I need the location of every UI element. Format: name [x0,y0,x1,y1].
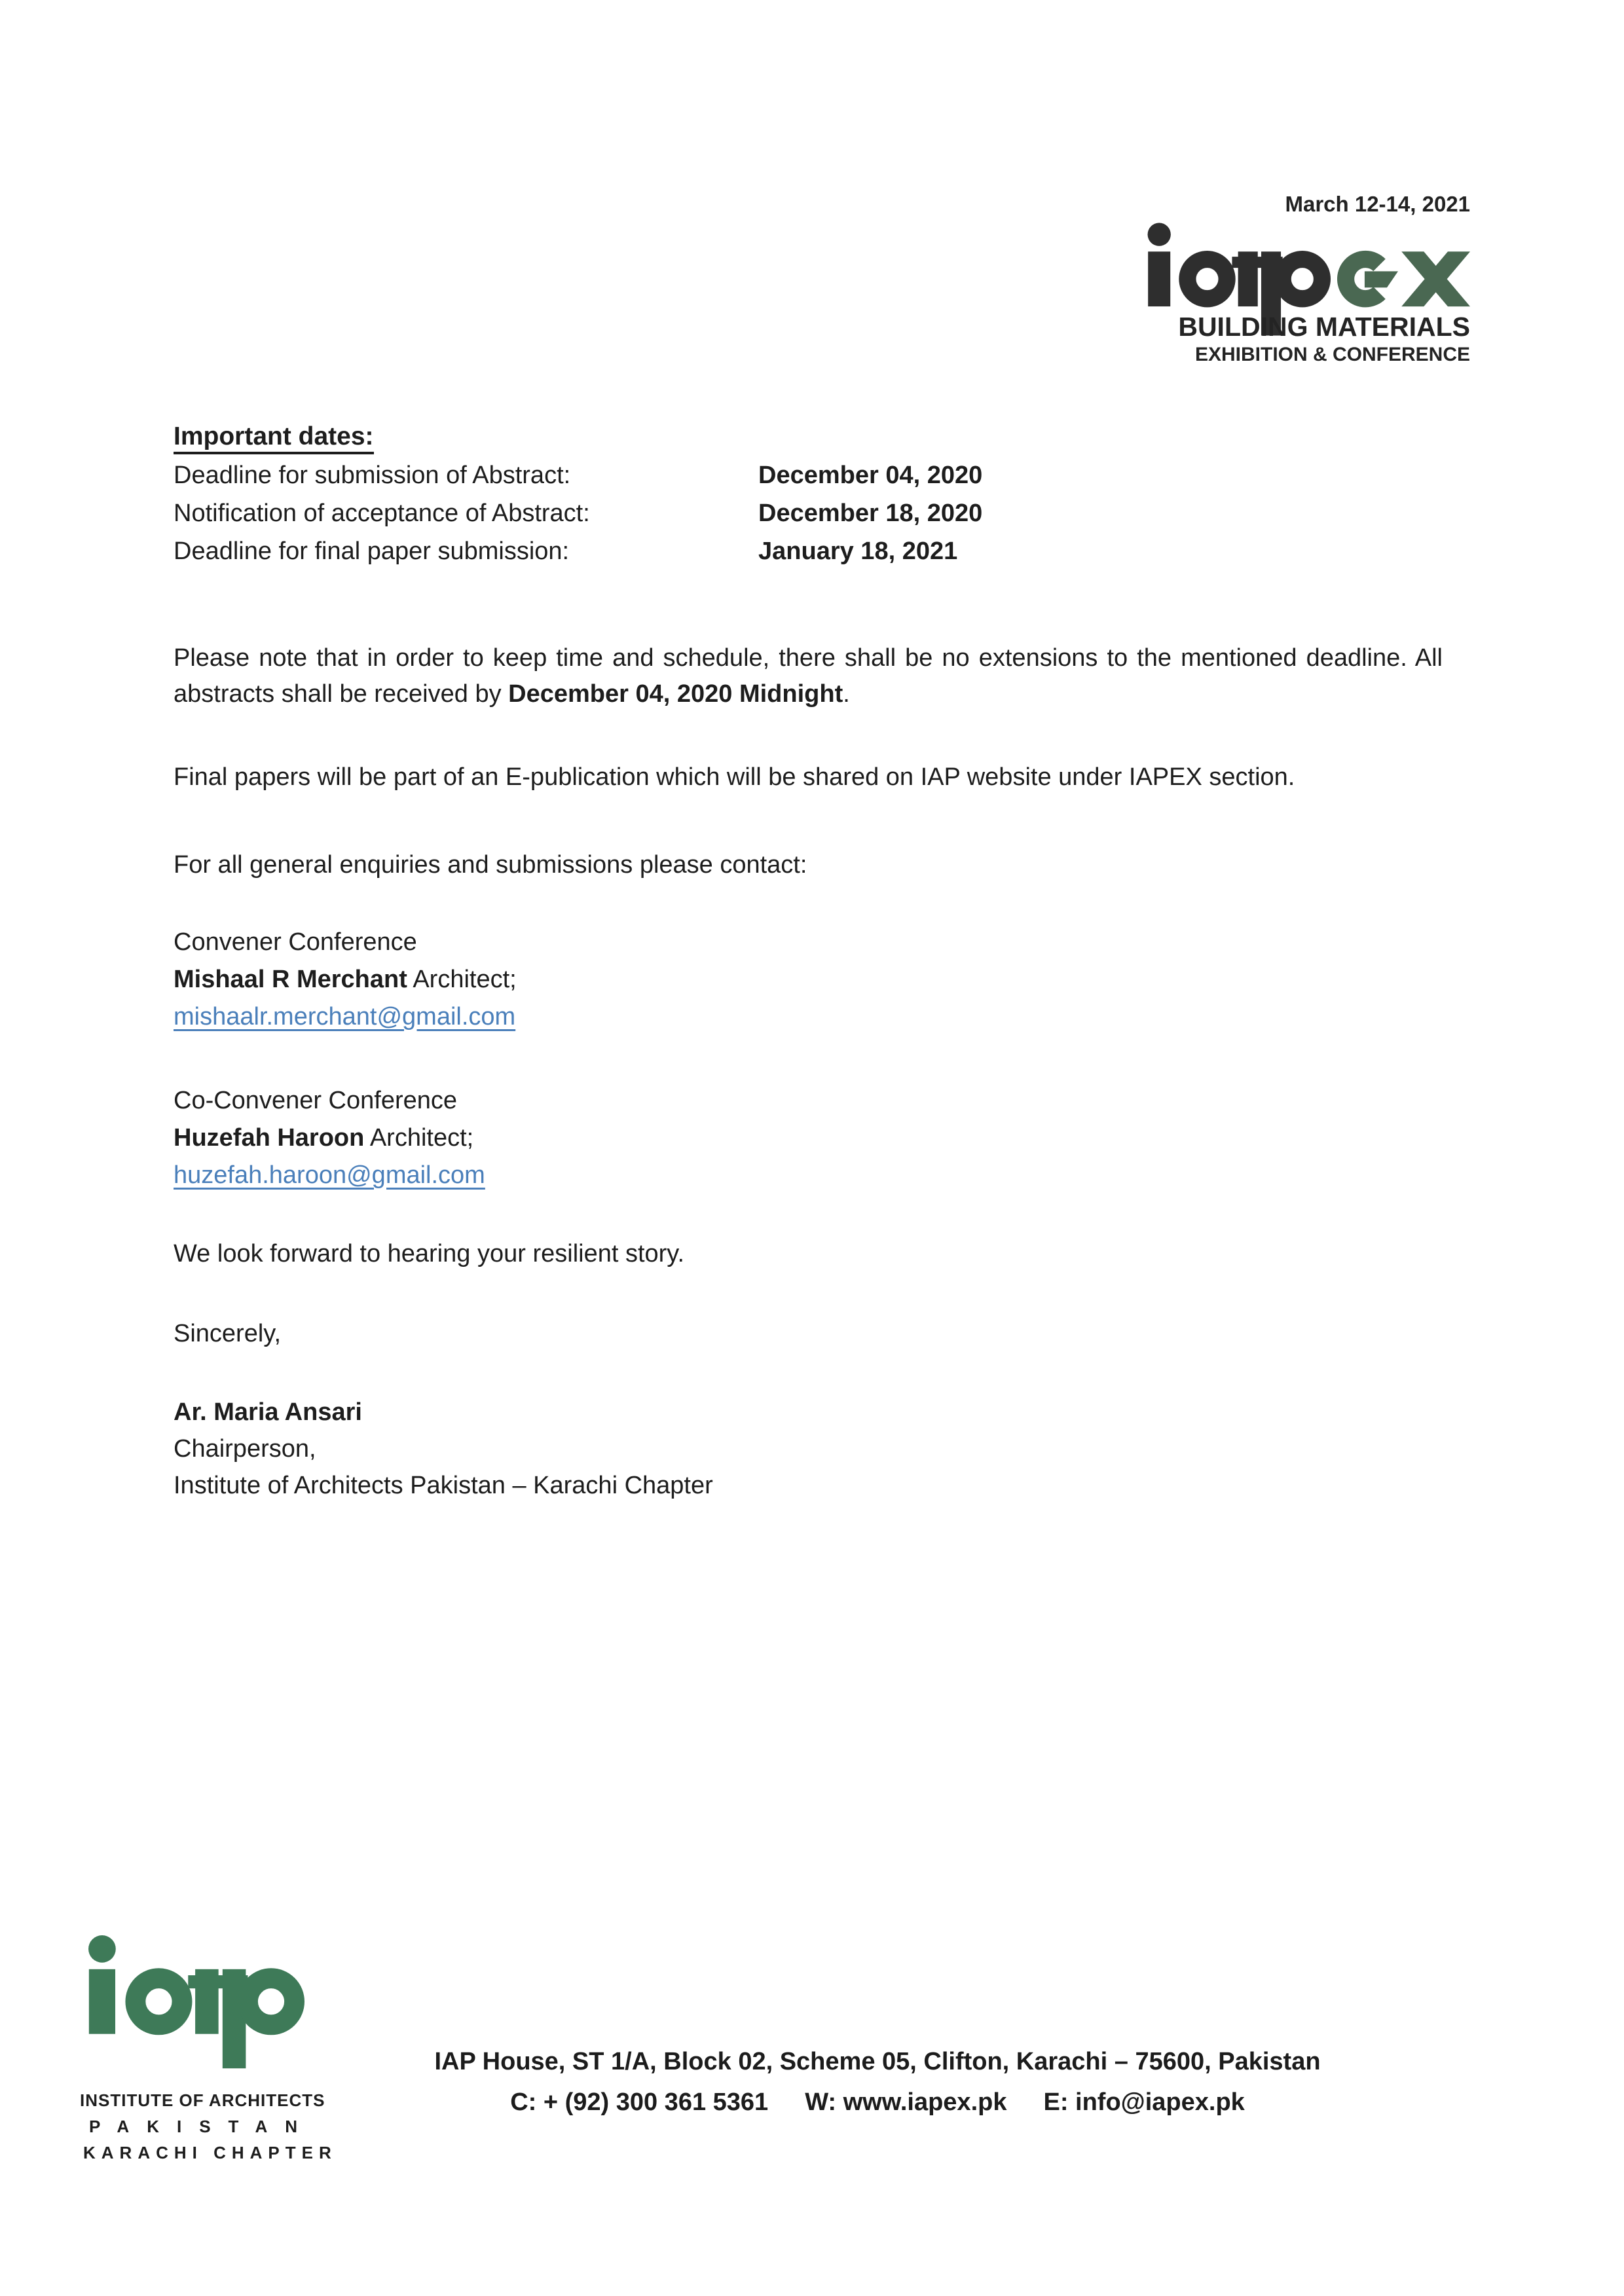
signatory-organization: Institute of Architects Pakistan – Karachi Chapter [174,1472,713,1499]
contact-title: Architect; [407,966,517,993]
footer-contact-line [367,2082,1388,2123]
table-row [174,500,982,538]
footer-website[interactable]: W: www.iapex.pk [805,2088,1007,2116]
iap-logo-icon [82,1933,304,2069]
contact-intro-line: For all general enquiries and submissions please contact: [174,851,807,879]
contact-title: Architect; [364,1124,474,1152]
date-value: December 18, 2020 [758,500,983,527]
contact-name-line [174,966,517,1003]
date-value: December 04, 2020 [758,462,983,489]
important-dates-section [174,422,982,575]
convener-contact-block [174,928,517,1040]
contact-email-line [174,1003,517,1040]
important-dates-heading-text: Important dates: [174,422,374,454]
event-date: March 12-14, 2021 [1285,192,1470,216]
contact-name: Huzefah Haroon [174,1124,365,1152]
signatory-role: Chairperson, [174,1435,316,1463]
signatory-name: Ar. Maria Ansari [174,1398,362,1426]
important-dates-heading [174,422,982,451]
co-convener-contact-block [174,1087,485,1199]
contact-name: Mishaal R Merchant [174,966,407,993]
institute-country-line: PAKISTAN [89,2117,316,2136]
table-row [174,462,982,500]
institute-chapter-line: KARACHI CHAPTER [83,2143,337,2162]
deadline-note-paragraph [174,640,1443,712]
footer-phone: C: + (92) 300 361 5361 [510,2088,769,2116]
date-label: Deadline for submission of Abstract: [174,462,571,489]
note-period: . [843,680,850,708]
epublication-paragraph: Final papers will be part of an E-publication which will be shared on IAP website under IAPEX section. [174,763,1295,791]
note-text: Please note that in order to keep time and schedule, there shall be no extensions to the mentioned deadline. All abstracts shall be received by [174,644,1443,708]
contact-role: Co-Convener Conference [174,1087,458,1114]
note-deadline-bold: December 04, 2020 Midnight [508,680,843,708]
date-value: January 18, 2021 [758,538,958,565]
contact-email-line [174,1161,485,1199]
date-label: Deadline for final paper submission: [174,538,570,565]
footer-street-address: IAP House, ST 1/A, Block 02, Scheme 05, Clifton, Karachi – 75600, Pakistan [434,2048,1321,2075]
signature-block [174,1398,713,1508]
contact-role: Convener Conference [174,928,417,956]
sincerely-line: Sincerely, [174,1320,282,1347]
co-convener-email-link[interactable]: huzefah.haroon@gmail.com [174,1161,485,1189]
institute-name-line: INSTITUTE OF ARCHITECTS [80,2090,325,2110]
iap-institute-logo-block [80,1933,337,2163]
date-label: Notification of acceptance of Abstract: [174,500,590,527]
footer-address-block [367,2041,1388,2123]
footer-email[interactable]: E: info@iapex.pk [1043,2088,1245,2116]
logo-tagline-1: BUILDING MATERIALS [1178,312,1470,342]
iapex-logo-block [1103,192,1470,366]
contact-name-line [174,1124,485,1161]
convener-email-link[interactable]: mishaalr.merchant@gmail.com [174,1003,516,1030]
table-row [174,538,982,575]
logo-tagline-2: EXHIBITION & CONFERENCE [1194,344,1470,365]
closing-remark: We look forward to hearing your resilient story. [174,1240,685,1267]
